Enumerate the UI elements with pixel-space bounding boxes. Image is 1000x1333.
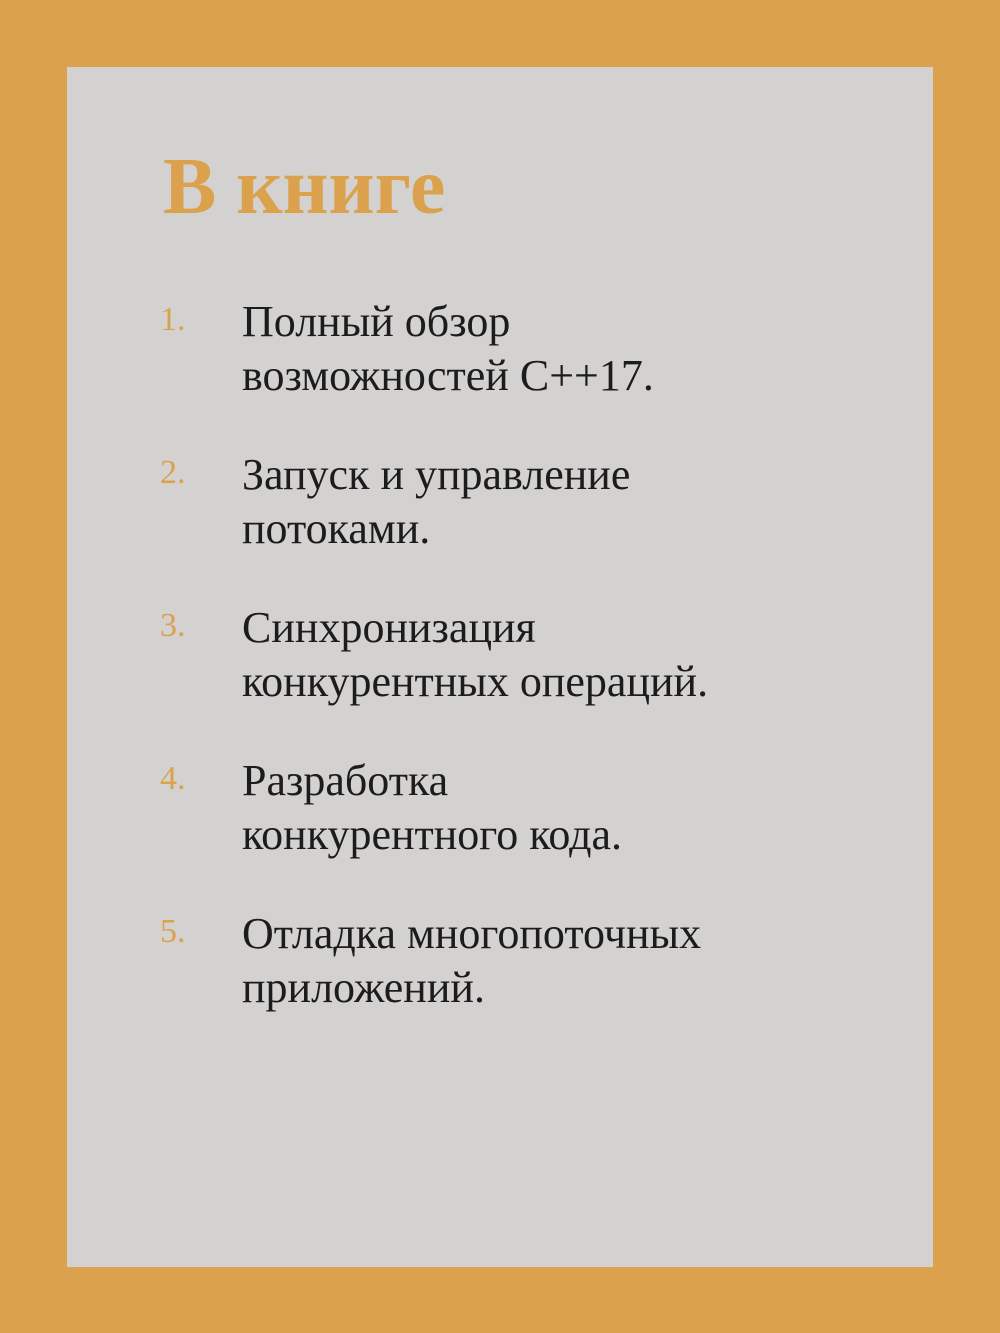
list-item-number: 3.	[160, 607, 186, 644]
content-panel	[67, 67, 933, 1267]
list-item-line: конкурентных операций.	[242, 657, 709, 706]
list-item-line: Синхронизация	[242, 603, 536, 652]
list-item-line: возможностей C++17.	[242, 351, 654, 400]
list-item-text	[242, 907, 902, 1015]
list-item-number: 4.	[160, 760, 186, 797]
list-item-text	[242, 754, 902, 862]
list-item-line: Отладка многопоточных	[242, 909, 702, 958]
list-item-text	[242, 448, 902, 556]
list-item-number: 2.	[160, 454, 186, 491]
list-item-line: приложений.	[242, 963, 485, 1012]
list-item-number: 1.	[160, 301, 186, 338]
list-item-line: Разработка	[242, 756, 449, 805]
list-item-line: Запуск и управление	[242, 450, 631, 499]
list-item-line: Полный обзор	[242, 297, 511, 346]
list-item-text	[242, 295, 902, 403]
list-item-line: конкурентного кода.	[242, 810, 623, 859]
list-item-line: потоками.	[242, 504, 431, 553]
list-item-text	[242, 601, 902, 709]
page-title: В книге	[163, 143, 446, 231]
list-item-number: 5.	[160, 913, 186, 950]
